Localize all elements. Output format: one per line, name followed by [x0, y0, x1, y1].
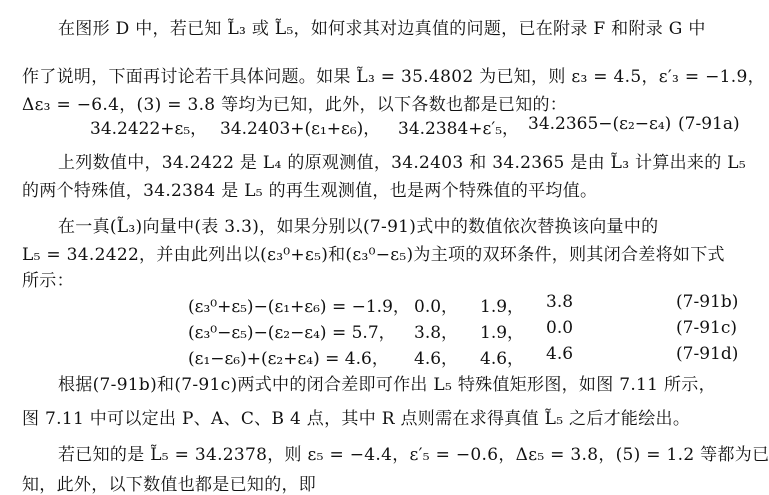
- eq-791a-term-4: 34.2365−(ε₂−ε₄): [528, 114, 672, 134]
- eq-791c-tag: (7-91c): [676, 318, 737, 338]
- eq-791c-lhs: (ε₃⁰−ε₅)−(ε₂−ε₄) = 5.7，: [188, 323, 396, 343]
- paragraph-2-line-2: 的两个特殊值，34.2384 是 L₅ 的再生观测值，也是两个特殊值的平均值。: [22, 181, 598, 201]
- eq-791a-term-2: 34.2403+(ε₁+ε₆)，: [220, 119, 381, 139]
- eq-791d-lhs: (ε₁−ε₆)+(ε₂+ε₄) = 4.6，: [188, 349, 389, 369]
- paragraph-3-line-3: 所示：: [22, 271, 74, 291]
- paragraph-1-line-3: Δε₃ = −6.4，(3) = 3.8 等均为已知，此外，以下各数也都是已知的：: [22, 95, 568, 115]
- eq-791a-term-3: 34.2384+ε′₅，: [398, 119, 520, 139]
- eq-791b-val-2: 1.9，: [480, 297, 525, 317]
- eq-791d-val-3: 4.6: [546, 344, 574, 364]
- eq-791a-tag: (7-91a): [678, 114, 740, 134]
- eq-791d-val-1: 4.6，: [414, 349, 459, 369]
- paragraph-3-line-2: L₅ = 34.2422，并由此列出以(ε₃⁰+ε₅)和(ε₃⁰−ε₅)为主项的双环条件，则其闭合差将如下式: [22, 245, 725, 265]
- eq-791d-val-2: 4.6，: [480, 349, 525, 369]
- paragraph-5-line-2: 知，此外，以下数值也都是已知的，即: [22, 475, 317, 495]
- eq-791b-val-1: 0.0，: [414, 297, 459, 317]
- eq-791c-val-1: 3.8，: [414, 323, 459, 343]
- eq-791c-val-2: 1.9，: [480, 323, 525, 343]
- paragraph-4-line-1: 根据(7-91b)和(7-91c)两式中的闭合差即可作出 L₅ 特殊值矩形图，如图 7.11 所示，: [58, 375, 716, 395]
- paragraph-3-line-1: 在一真(L̃₃)向量中(表 3.3)，如果分别以(7-91)式中的数值依次替换该向量中的: [58, 217, 659, 237]
- eq-791b-val-3: 3.8: [546, 292, 574, 312]
- paragraph-2-line-1: 上列数值中，34.2422 是 L₄ 的原观测值，34.2403 和 34.2365 是由 L̃₃ 计算出来的 L₅: [58, 153, 746, 173]
- paragraph-1-line-1: 在图形 D 中，若已知 L̃₃ 或 L̃₅，如何求其对边真值的问题，已在附录 F 和附录 G 中: [58, 19, 706, 39]
- eq-791b-lhs: (ε₃⁰+ε₅)−(ε₁+ε₆) = −1.9，: [188, 297, 410, 317]
- eq-791b-tag: (7-91b): [676, 292, 739, 312]
- eq-791a-term-1: 34.2422+ε₅，: [90, 119, 208, 139]
- paragraph-1-line-2: 作了说明，下面再讨论若干具体问题。如果 L̃₃ = 35.4802 为已知，则 ε₃ = 4.5，ε′₃ = −1.9，: [22, 67, 765, 87]
- eq-791d-tag: (7-91d): [676, 344, 739, 364]
- paragraph-5-line-1: 若已知的是 L̃₅ = 34.2378，则 ε₅ = −4.4，ε′₅ = −0.6，Δε₅ = 3.8，(5) = 1.2 等都为已: [58, 445, 769, 465]
- paragraph-4-line-2: 图 7.11 中可以定出 P、A、C、B 4 点，其中 R 点则需在求得真值 L̃₅ 之后才能绘出。: [22, 409, 691, 429]
- eq-791c-val-3: 0.0: [546, 318, 574, 338]
